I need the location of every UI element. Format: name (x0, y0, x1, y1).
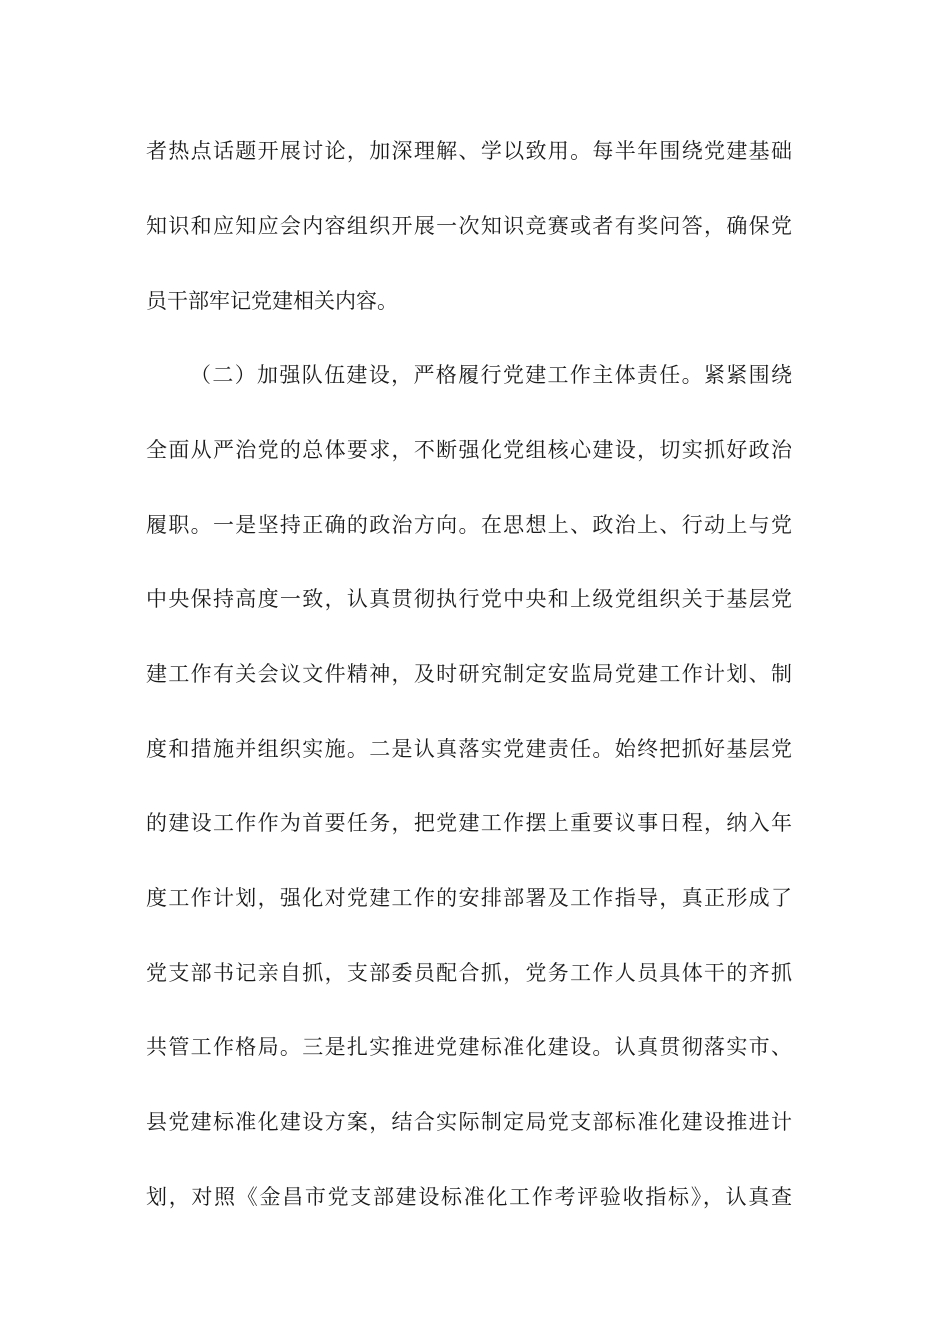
paragraph-line: 度和措施并组织实施。二是认真落实党建责任。始终把抓好基层党 (146, 737, 792, 761)
paragraph-line: 知识和应知应会内容组织开展一次知识竞赛或者有奖问答，确保党 (146, 214, 792, 238)
paragraph-line: 全面从严治党的总体要求，不断强化党组核心建设，切实抓好政治 (146, 438, 792, 462)
paragraph-line: 建工作有关会议文件精神，及时研究制定安监局党建工作计划、制 (146, 662, 792, 686)
paragraph-line: 党支部书记亲自抓，支部委员配合抓，党务工作人员具体干的齐抓 (146, 961, 792, 985)
paragraph-line: 划，对照《金昌市党支部建设标准化工作考评验收指标》，认真查 (146, 1185, 792, 1209)
paragraph-line: 者热点话题开展讨论，加深理解、学以致用。每半年围绕党建基础 (146, 139, 792, 163)
paragraph-line: 县党建标准化建设方案，结合实际制定局党支部标准化建设推进计 (146, 1110, 792, 1134)
paragraph-line: 履职。一是坚持正确的政治方向。在思想上、政治上、行动上与党 (146, 513, 792, 537)
paragraph-line: 度工作计划，强化对党建工作的安排部署及工作指导，真正形成了 (146, 886, 792, 910)
paragraph-line: 的建设工作作为首要任务，把党建工作摆上重要议事日程，纳入年 (146, 811, 792, 835)
paragraph-line: 共管工作格局。三是扎实推进党建标准化建设。认真贯彻落实市、 (146, 1035, 792, 1059)
paragraph-line: 中央保持高度一致，认真贯彻执行党中央和上级党组织关于基层党 (146, 587, 792, 611)
paragraph-line: 员干部牢记党建相关内容。 (146, 289, 398, 313)
section-heading-line: （二）加强队伍建设，严格履行党建工作主体责任。紧紧围绕 (190, 363, 792, 387)
